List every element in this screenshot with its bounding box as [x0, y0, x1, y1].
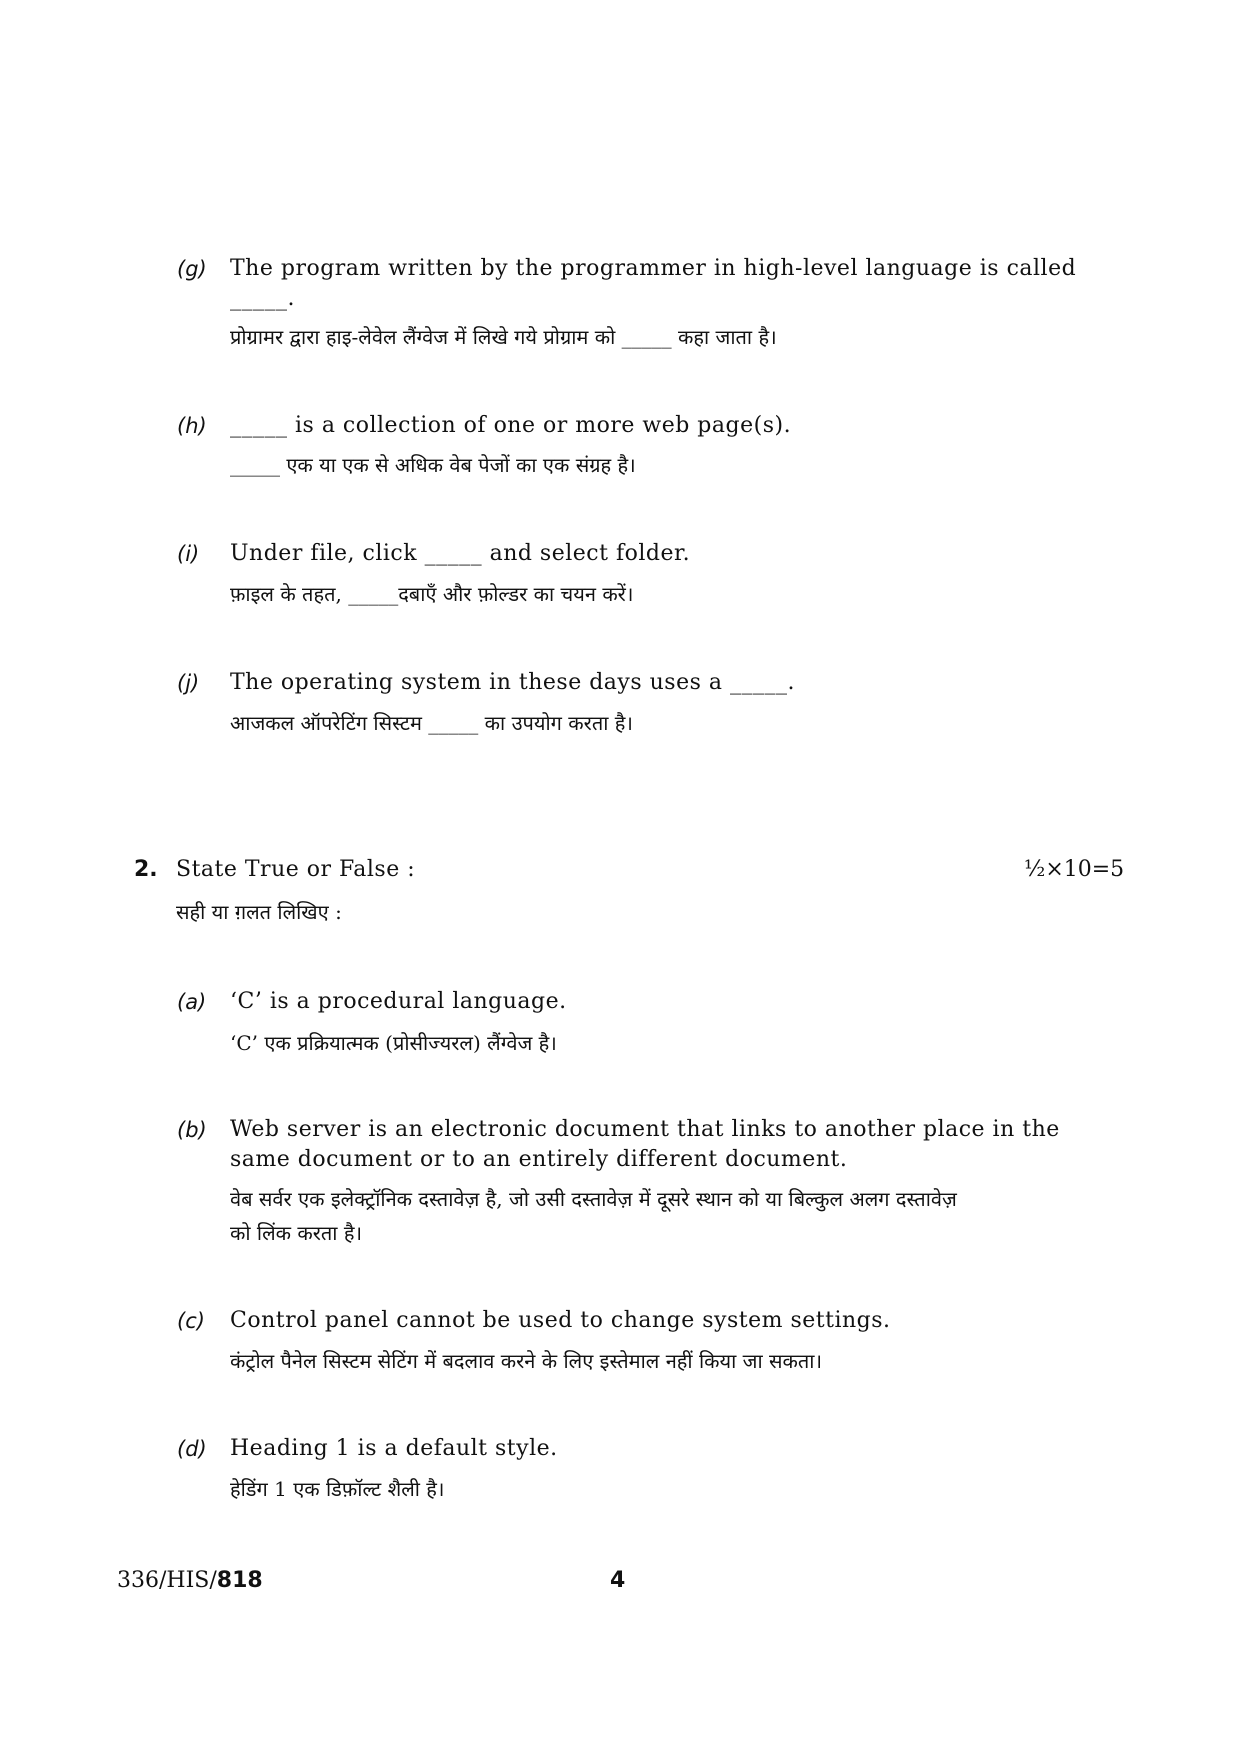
item-i-english: Under file, click _____ and select folder.	[230, 541, 691, 566]
item-label-h: (h)	[177, 414, 207, 438]
question-title-english: State True or False :	[176, 857, 416, 882]
item-j-english: The operating system in these days uses a _____.	[230, 670, 795, 695]
item-g-english-line2: _____.	[230, 286, 295, 311]
item-a-english: ‘C’ is a procedural language.	[230, 989, 567, 1014]
page-number: 4	[610, 1568, 626, 1593]
item-j-hindi: आजकल ऑपरेटिंग सिस्टम _____ का उपयोग करता है।	[230, 711, 633, 735]
paper-code	[117, 1568, 263, 1593]
question-marks: ½×10=5	[1024, 857, 1125, 882]
item-b-english-line1: Web server is an electronic document that links to another place in the	[230, 1117, 1060, 1142]
item-label-c: (c)	[177, 1309, 205, 1333]
item-g-hindi: प्रोग्रामर द्वारा हाइ-लेवेल लैंग्वेज में लिखे गये प्रोग्राम को _____ कहा जाता है।	[230, 325, 777, 349]
paper-code-prefix: 336/HIS/	[117, 1568, 217, 1593]
question-title-hindi: सही या ग़लत लिखिए :	[176, 900, 342, 924]
item-label-j: (j)	[177, 671, 200, 695]
paper-code-bold: 818	[216, 1568, 263, 1593]
item-a-hindi: ‘C’ एक प्रक्रियात्मक (प्रोसीज्यरल) लैंग्वेज है।	[230, 1031, 557, 1055]
item-label-a: (a)	[177, 990, 207, 1014]
item-label-d: (d)	[177, 1437, 207, 1461]
item-b-hindi-line1: वेब सर्वर एक इलेक्ट्रॉनिक दस्तावेज़ है, जो उसी दस्तावेज़ में दूसरे स्थान को या बिल्कुल अलग दस्तावेज़	[230, 1187, 957, 1211]
item-b-english-line2: same document or to an entirely different document.	[230, 1147, 848, 1172]
item-c-hindi: कंट्रोल पैनेल सिस्टम सेटिंग में बदलाव करने के लिए इस्तेमाल नहीं किया जा सकता।	[230, 1349, 823, 1373]
item-g-english-line1: The program written by the programmer in high-level language is called	[230, 256, 1077, 281]
item-c-english: Control panel cannot be used to change system settings.	[230, 1308, 891, 1333]
item-label-g: (g)	[177, 257, 207, 281]
item-label-b: (b)	[177, 1118, 207, 1142]
item-h-hindi: _____ एक या एक से अधिक वेब पेजों का एक संग्रह है।	[230, 453, 636, 477]
item-b-hindi-line2: को लिंक करता है।	[230, 1221, 363, 1245]
question-number: 2.	[134, 857, 158, 882]
item-d-english: Heading 1 is a default style.	[230, 1436, 558, 1461]
item-h-english: _____ is a collection of one or more web page(s).	[230, 413, 792, 438]
item-d-hindi: हेडिंग 1 एक डिफ़ॉल्ट शैली है।	[230, 1477, 445, 1501]
item-i-hindi: फ़ाइल के तहत, _____दबाएँ और फ़ोल्डर का चयन करें।	[230, 582, 634, 606]
item-label-i: (i)	[177, 542, 200, 566]
